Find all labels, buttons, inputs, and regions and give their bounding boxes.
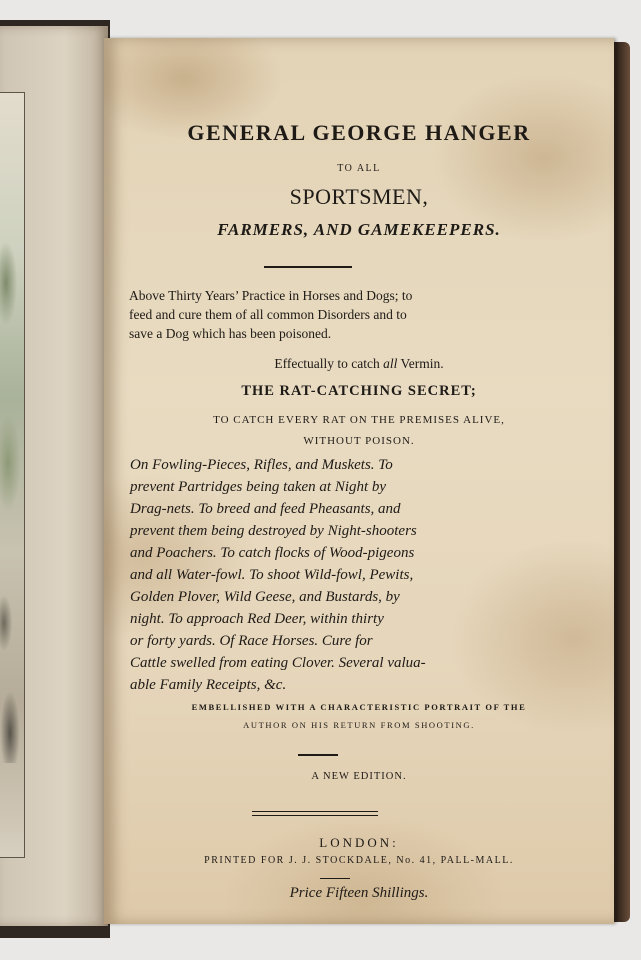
- contents-line-2: prevent Partridges being taken at Night by: [130, 479, 387, 495]
- vermin-all: all: [383, 356, 398, 371]
- double-rule: [252, 811, 378, 816]
- ornamental-rule: [264, 266, 352, 268]
- practice-line-1: Above Thirty Years’ Practice in Horses and Dogs; to: [129, 288, 413, 303]
- to-all-line: TO ALL: [337, 163, 381, 174]
- contents-line-6: and all Water-fowl. To shoot Wild-fowl, Pewits,: [130, 567, 414, 583]
- book-title: GENERAL GEORGE HANGER: [187, 120, 531, 145]
- rat-line-2: WITHOUT POISON.: [303, 435, 415, 447]
- imprint-printer: PRINTED FOR J. J. STOCKDALE, No. 41, PALL-MALL.: [204, 855, 514, 866]
- contents-line-10: Cattle swelled from eating Clover. Several valua-: [130, 655, 426, 671]
- vermin-line: [104, 356, 614, 372]
- rat-line-1: TO CATCH EVERY RAT ON THE PREMISES ALIVE,: [213, 414, 505, 426]
- contents-line-3: Drag-nets. To breed and feed Pheasants, and: [130, 501, 401, 517]
- contents-line-8: night. To approach Red Deer, within thirty: [130, 611, 384, 627]
- imprint-city: LONDON:: [319, 835, 399, 850]
- contents-line-5: and Poachers. To catch flocks of Wood-pigeons: [130, 545, 415, 561]
- rat-secret-heading: THE RAT-CATCHING SECRET;: [241, 383, 477, 399]
- vermin-suffix: Vermin.: [397, 356, 444, 371]
- short-rule: [320, 878, 350, 879]
- sportsmen-line: SPORTSMEN,: [289, 184, 429, 209]
- contents-line-1: On Fowling-Pieces, Rifles, and Muskets. To: [130, 457, 393, 473]
- vermin-prefix: Effectually to catch: [274, 356, 384, 371]
- contents-line-9: or forty yards. Of Race Horses. Cure for: [130, 633, 373, 649]
- frontispiece-page: [0, 26, 108, 926]
- embellished-line-1: EMBELLISHED WITH A CHARACTERISTIC PORTRAIT OF THE: [191, 702, 527, 712]
- edition-line: A NEW EDITION.: [311, 771, 407, 782]
- price-line: Price Fifteen Shillings.: [289, 885, 429, 901]
- practice-line-2: feed and cure them of all common Disorders and to: [129, 307, 407, 322]
- contents-line-11: able Family Receipts, &c.: [130, 677, 287, 693]
- farmers-line: FARMERS, AND GAMEKEEPERS.: [217, 220, 501, 239]
- contents-line-7: Golden Plover, Wild Geese, and Bustards, by: [130, 589, 400, 605]
- embellished-line-2: AUTHOR ON HIS RETURN FROM SHOOTING.: [243, 720, 475, 730]
- practice-line-3: save a Dog which has been poisoned.: [129, 326, 332, 341]
- frontispiece-plate: [0, 92, 25, 858]
- ornamental-rule-small: [298, 754, 338, 756]
- portrait-engraving: [0, 203, 24, 763]
- contents-line-4: prevent them being destroyed by Night-shooters: [130, 523, 417, 539]
- title-page: [104, 38, 614, 924]
